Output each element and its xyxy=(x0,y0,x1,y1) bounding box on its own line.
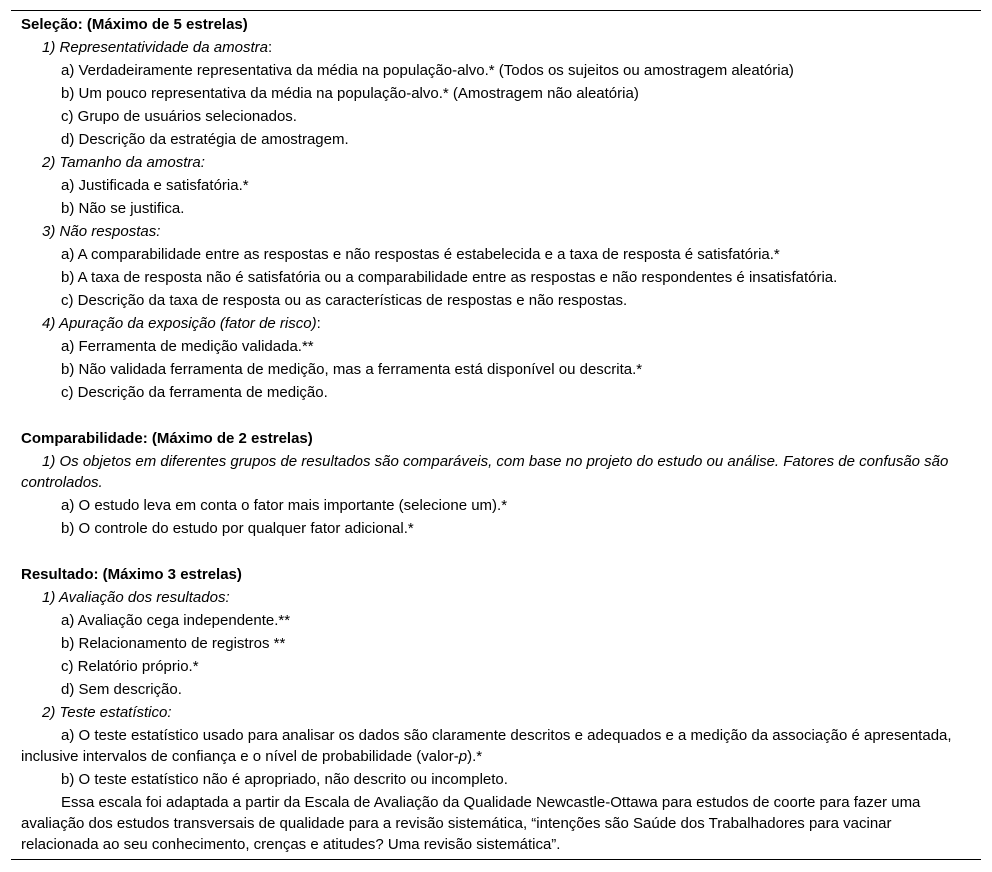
option-item: b) Um pouco representativa da média na população-alvo.* (Amostragem não aleatória) xyxy=(61,85,639,102)
option-item: c) Grupo de usuários selecionados. xyxy=(61,108,297,125)
question-number: 2) xyxy=(42,154,60,171)
option-item: a) Avaliação cega independente.** xyxy=(61,612,291,629)
option-item: d) Descrição da estratégia de amostragem. xyxy=(61,131,349,148)
option-item: c) Relatório próprio.* xyxy=(61,658,199,675)
option-item: b) O teste estatístico não é apropriado, não descrito ou incompleto. xyxy=(61,771,508,788)
footnote-text: Essa escala foi adaptada a partir da Escala de Avaliação da Qualidade Newcastle-Ottawa para estudos de coorte para fazer uma avaliação dos estudos transversais de qualidade para a revisão sistemática, “intenções são Saúde dos Trabalhadores para vacinar relacionada ao seu conhecimento, crenças e atitudes? Uma revisão sistemática”. xyxy=(21,794,921,853)
option-item: a) Ferramenta de medição validada.** xyxy=(61,338,314,355)
option-item: b) Relacionamento de registros ** xyxy=(61,635,286,652)
option-item: a) Verdadeiramente representativa da média na população-alvo.* (Todos os sujeitos ou amostragem aleatória) xyxy=(61,62,794,79)
question-number: 3) xyxy=(42,223,60,240)
option-text-end: ).* xyxy=(467,748,483,765)
section-heading-resultado: Resultado: (Máximo 3 estrelas) xyxy=(21,566,242,583)
question-teste-estatistico: 2) Teste estatístico: xyxy=(42,704,172,721)
question-title: Representatividade da amostra xyxy=(59,39,268,56)
question-tamanho-amostra xyxy=(21,151,966,174)
section-heading-comparabilidade: Comparabilidade: (Máximo de 2 estrelas) xyxy=(21,430,313,447)
option-item: d) Sem descrição. xyxy=(61,681,182,698)
option-item: b) O controle do estudo por qualquer fator adicional.* xyxy=(61,520,414,537)
question-apuracao-exposicao xyxy=(21,312,966,335)
section-heading-selecao: Seleção: (Máximo de 5 estrelas) xyxy=(21,16,248,33)
option-item: b) A taxa de resposta não é satisfatória ou a comparabilidade entre as respostas e não respondentes é insatisfatória. xyxy=(61,269,838,286)
option-item: b) Não se justifica. xyxy=(61,200,185,217)
option-item: b) Não validada ferramenta de medição, mas a ferramenta está disponível ou descrita.* xyxy=(61,361,643,378)
option-item xyxy=(21,725,966,767)
question-nao-respostas xyxy=(21,220,966,243)
question-text: 1) Os objetos em diferentes grupos de resultados são comparáveis, com base no projeto do estudo ou análise. Fatores de confusão são controlados. xyxy=(21,453,949,491)
scale-table xyxy=(11,10,981,860)
option-text-italic: p xyxy=(458,748,468,765)
footnote xyxy=(21,792,966,855)
question-number: 4) xyxy=(42,315,59,332)
table-cell xyxy=(21,13,966,856)
question-title: Apuração da exposição (fator de risco) xyxy=(58,315,317,332)
question-avaliacao-resultados: 1) Avaliação dos resultados: xyxy=(42,589,230,606)
question-title: Tamanho da amostra: xyxy=(59,154,205,171)
option-item: a) A comparabilidade entre as respostas e não respostas é estabelecida e a taxa de resposta é satisfatória.* xyxy=(61,246,780,263)
question-comparabilidade xyxy=(21,451,966,493)
question-number: 1) xyxy=(42,39,60,56)
option-item: a) O estudo leva em conta o fator mais importante (selecione um).* xyxy=(61,497,508,514)
question-suffix: : xyxy=(267,39,273,56)
spacer xyxy=(21,540,966,563)
spacer xyxy=(21,404,966,427)
option-text: a) O teste estatístico usado para analisar os dados são claramente descritos e adequados e a medição da associação é apresentada, inclusive intervalos de confiança e o nível de probabilidade (valor- xyxy=(21,727,952,765)
option-item: c) Descrição da taxa de resposta ou as características de respostas e não respostas. xyxy=(61,292,628,309)
option-item: a) Justificada e satisfatória.* xyxy=(61,177,249,194)
question-representatividade xyxy=(21,36,966,59)
question-title: Não respostas: xyxy=(59,223,161,240)
question-suffix: : xyxy=(316,315,321,332)
option-item: c) Descrição da ferramenta de medição. xyxy=(61,384,328,401)
